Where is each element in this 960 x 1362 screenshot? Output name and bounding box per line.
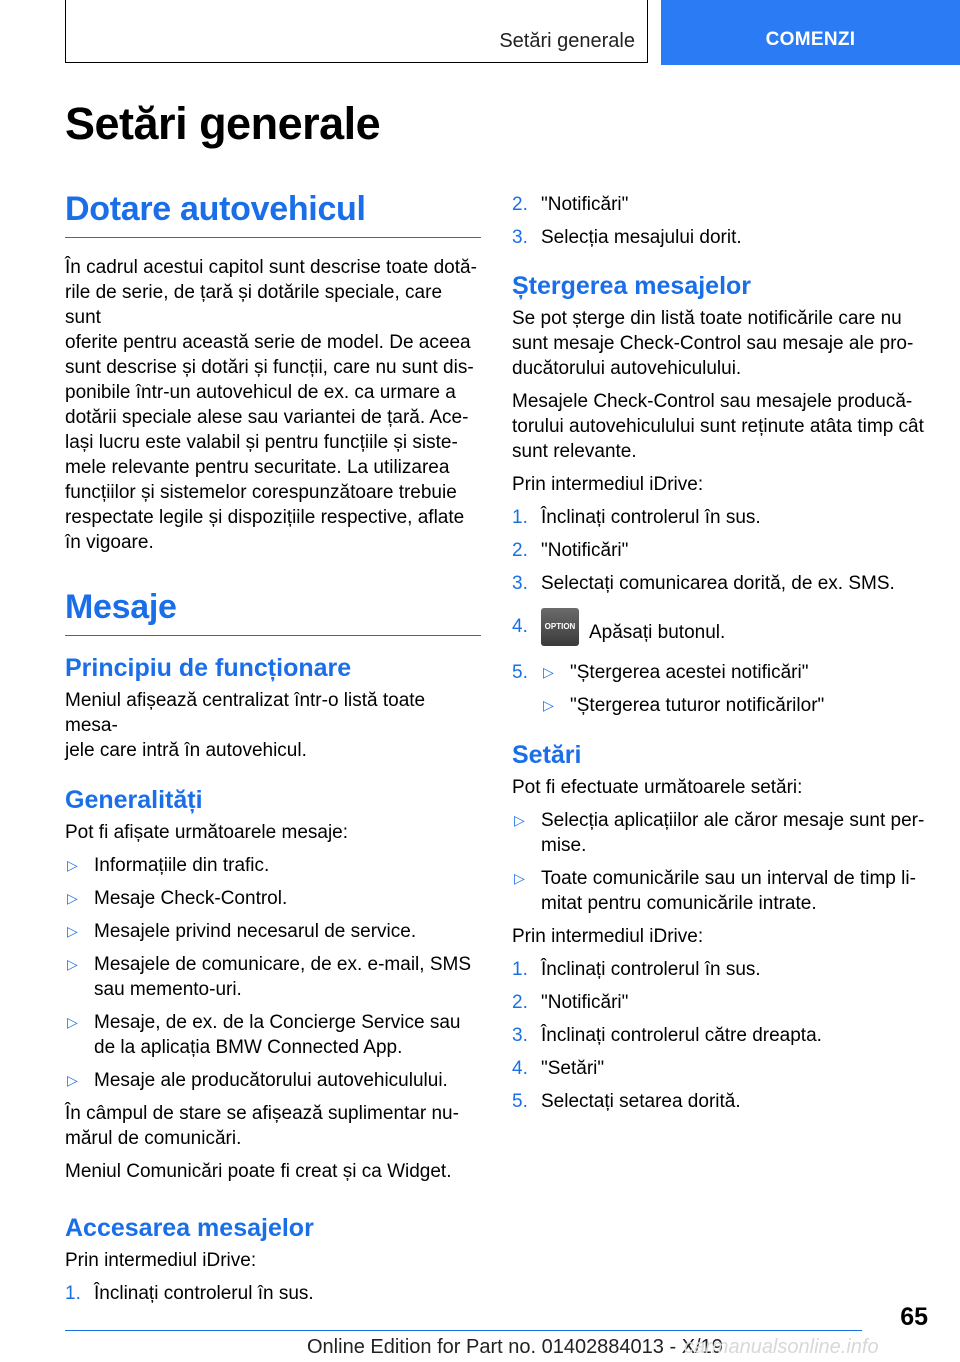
- step-item: 2. "Notificări": [512, 992, 629, 1013]
- footer-divider: [65, 1330, 862, 1331]
- footer-edition: Online Edition for Part no. 01402884013 - X/19: [307, 1336, 723, 1358]
- bullet-triangle-icon: ▷: [67, 923, 78, 939]
- left-column: [65, 190, 481, 1306]
- tab-comenzi[interactable]: COMENZI: [661, 0, 960, 65]
- heading-stergerea: Ștergerea mesajelor: [512, 272, 752, 300]
- header-box: [65, 0, 648, 63]
- generalitati-intro: Pot fi afișate următoarele mesaje:: [65, 822, 349, 843]
- setari-intro: Pot fi efectuate următoarele setări:: [512, 777, 803, 798]
- step-number: 4.: [512, 616, 528, 637]
- step-item: 4. "Setări": [512, 1058, 605, 1079]
- right-column: [512, 192, 928, 1114]
- heading-principiu: Principiu de funcționare: [65, 654, 352, 682]
- step-item: 1. Înclinați controlerul în sus.: [512, 959, 761, 980]
- option-button-icon: OPTION: [541, 608, 579, 646]
- list-item: ▷ Mesajele de comunicare, de ex. e-mail, SMS sau memento-uri.: [67, 954, 471, 1000]
- list-item: ▷ Toate comunicările sau un interval de timp li- mitat pentru comunicările intrate.: [514, 868, 916, 914]
- stare-paragraph: În câmpul de stare se afișează suplimentar nu- mărul de comunicări.: [65, 1103, 459, 1149]
- access-steps-continued: [512, 192, 928, 250]
- heading-mesaje: Mesaje: [65, 588, 481, 636]
- bullet-triangle-icon: ▷: [67, 1072, 78, 1088]
- idrive-intro: Prin intermediul iDrive:: [512, 926, 704, 947]
- step-item: 2. "Notificări": [512, 540, 629, 561]
- bullet-triangle-icon: ▷: [514, 812, 525, 828]
- heading-setari: Setări: [512, 741, 582, 769]
- step-suboption: ▷ "Ștergerea tuturor notificărilor": [543, 695, 825, 716]
- watermark: carmanualsonline.info: [684, 1336, 879, 1358]
- step-item: 5. Selectați setarea dorită.: [512, 1091, 741, 1112]
- heading-dotare-autovehicul: Dotare autovehicul: [65, 190, 481, 238]
- dotare-paragraph: În cadrul acestui capitol sunt descrise toate dotă- rile de serie, de țară și dotările speciale, care sunt oferite pentru această serie de model. De aceea sunt descrise și dotări și funcții, care nu sunt dis- ponibile într-un autovehicul de ex. ca urmare a dotării speciale alese sau variantei de țară. Ace- lași lucru este valabil și pentru funcțiile și siste- mele relevante pentru securitate. La utilizarea funcțiilor și sistemelor corespunzătoare trebuie respectate legile și dispozițiile respective, aflate în vigoare.: [65, 257, 477, 553]
- setari-list: [512, 808, 928, 916]
- step-item: 4. OPTION Apăsați butonul.: [512, 614, 928, 652]
- principiu-paragraph: Meniul afișează centralizat într-o listă toate mesa- jele care intră în autovehicul.: [65, 690, 426, 761]
- stergerea-paragraph-1: Se pot șterge din listă toate notificările care nu sunt mesaje Check-Control sau mesaje ale pro- ducătorului autovehiculului.: [512, 308, 914, 379]
- heading-accesarea: Accesarea mesajelor: [65, 1214, 314, 1242]
- bullet-triangle-icon: ▷: [67, 1014, 78, 1030]
- step-number: 5.: [512, 1091, 528, 1112]
- access-steps: [65, 1281, 481, 1306]
- step-number: 3.: [512, 1025, 528, 1046]
- list-item: ▷ Mesaje Check-Control.: [67, 888, 288, 909]
- step-number: 5.: [512, 662, 528, 683]
- step-number: 3.: [512, 227, 528, 248]
- message-types-list: [65, 853, 481, 1093]
- bullet-triangle-icon: ▷: [514, 870, 525, 886]
- step-item: 1. Înclinați controlerul în sus.: [512, 507, 761, 528]
- idrive-intro: Prin intermediul iDrive:: [65, 1250, 257, 1271]
- step-number: 3.: [512, 573, 528, 594]
- bullet-triangle-icon: ▷: [543, 697, 554, 713]
- delete-steps: [512, 505, 928, 718]
- page-title: Setări generale: [65, 98, 381, 149]
- step-item: 5. ▷ "Ștergerea acestei notificări": [512, 662, 809, 683]
- bullet-triangle-icon: ▷: [543, 664, 554, 680]
- step-number: 4.: [512, 1058, 528, 1079]
- step-number: 2.: [512, 194, 528, 215]
- step-item: 2. "Notificări": [512, 194, 629, 215]
- page-number: 65: [900, 1303, 928, 1331]
- list-item: ▷ Mesajele privind necesarul de service.: [67, 921, 417, 942]
- step-number: 2.: [512, 992, 528, 1013]
- widget-paragraph: Meniul Comunicări poate fi creat și ca Widget.: [65, 1161, 452, 1182]
- step-item: 3. Înclinați controlerul către dreapta.: [512, 1025, 822, 1046]
- bullet-triangle-icon: ▷: [67, 956, 78, 972]
- idrive-intro: Prin intermediul iDrive:: [512, 474, 704, 495]
- bullet-triangle-icon: ▷: [67, 890, 78, 906]
- step-number: 1.: [65, 1283, 81, 1304]
- list-item: ▷ Mesaje ale producătorului autovehiculului.: [67, 1070, 448, 1091]
- stergerea-paragraph-2: Mesajele Check-Control sau mesajele producă- torului autovehiculului sunt reținute atâta timp cât sunt relevante.: [512, 391, 924, 462]
- setari-steps: [512, 957, 928, 1114]
- heading-generalitati: Generalități: [65, 786, 203, 814]
- step-item: 3. Selectați comunicarea dorită, de ex. SMS.: [512, 573, 895, 594]
- list-item: ▷ Informațiile din trafic.: [67, 855, 270, 876]
- header-section-title: Setări generale: [499, 30, 635, 52]
- step-item: 3. Selecția mesajului dorit.: [512, 227, 742, 248]
- step-number: 1.: [512, 507, 528, 528]
- step-item: 1. Înclinați controlerul în sus.: [65, 1283, 314, 1304]
- list-item: ▷ Mesaje, de ex. de la Concierge Service sau de la aplicația BMW Connected App.: [67, 1012, 461, 1058]
- step-number: 1.: [512, 959, 528, 980]
- step-number: 2.: [512, 540, 528, 561]
- list-item: ▷ Selecția aplicațiilor ale căror mesaje sunt per- mise.: [514, 810, 925, 856]
- bullet-triangle-icon: ▷: [67, 857, 78, 873]
